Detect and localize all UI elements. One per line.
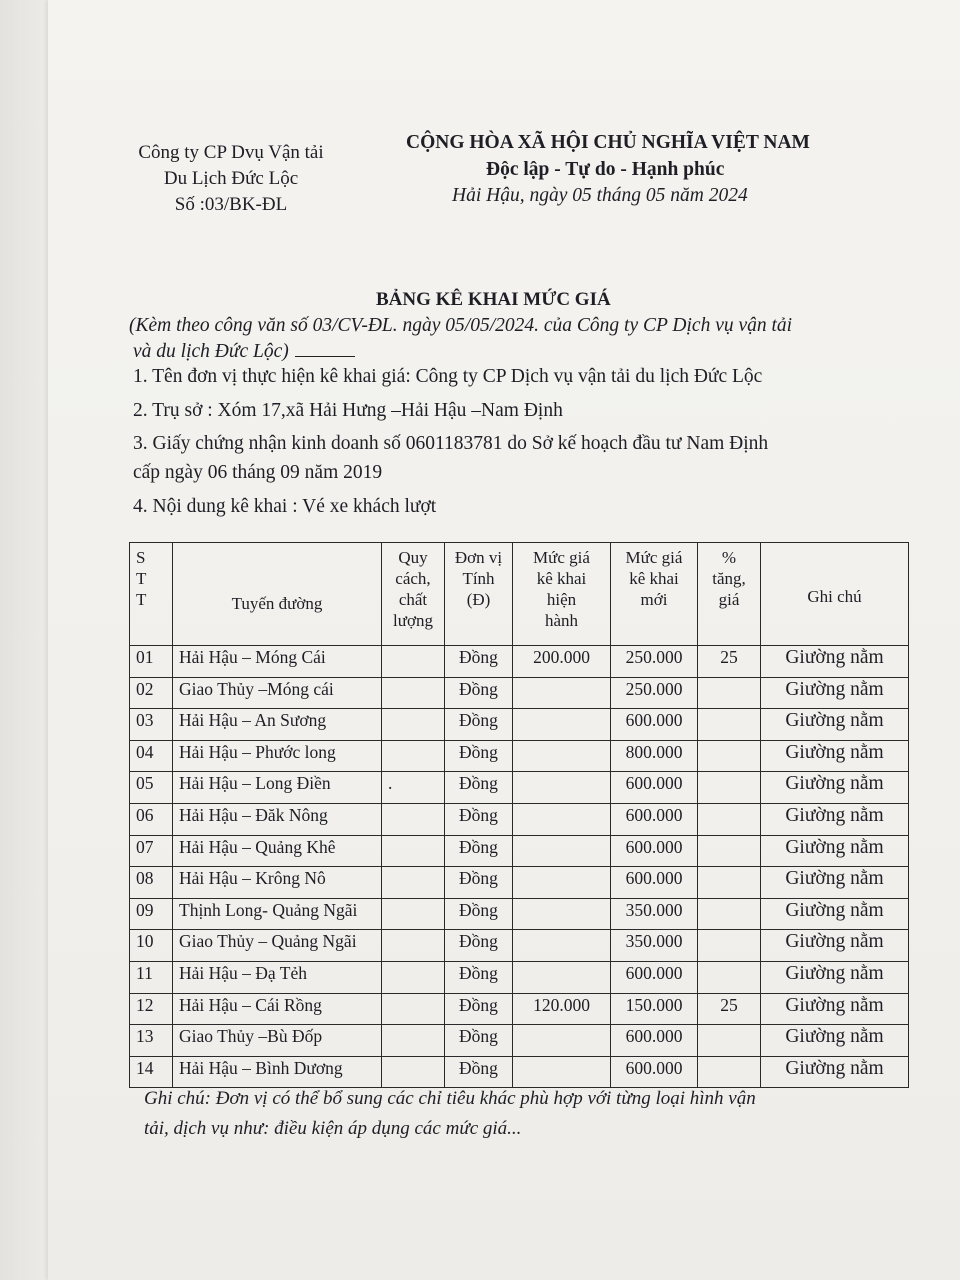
footnote-line2: tải, dịch vụ như: điều kiện áp dụng các mức giá...: [144, 1118, 522, 1139]
company-block: [118, 140, 344, 218]
cell-new-price: 600.000: [611, 961, 698, 993]
cell-old-price: [513, 803, 611, 835]
cell-unit: Đồng: [445, 993, 513, 1025]
cell-new-price: 600.000: [611, 772, 698, 804]
license-line1: 3. Giấy chứng nhận kinh doanh số 0601183781 do Sở kế hoạch đầu tư Nam Định: [133, 433, 769, 454]
cell-note: Giường nằm: [761, 740, 909, 772]
cell-stt: 05: [130, 772, 173, 804]
cell-new-price: 600.000: [611, 1056, 698, 1088]
cell-spec: [382, 930, 445, 962]
cell-spec: [382, 709, 445, 741]
table-row: [130, 930, 909, 962]
cell-percent: [698, 1025, 761, 1057]
cell-new-price: 350.000: [611, 898, 698, 930]
cell-route: Thịnh Long- Quảng Ngãi: [173, 898, 382, 930]
table-row: [130, 1025, 909, 1057]
cell-old-price: [513, 709, 611, 741]
cell-percent: 25: [698, 646, 761, 678]
address-line: 2. Trụ sở : Xóm 17,xã Hải Hưng –Hải Hậu –Nam Định: [133, 400, 563, 421]
cell-route: Hải Hậu – Krông Nô: [173, 867, 382, 899]
cell-unit: Đồng: [445, 709, 513, 741]
table-row: [130, 867, 909, 899]
price-table: [129, 542, 909, 1088]
cell-route: Hải Hậu – Móng Cái: [173, 646, 382, 678]
cell-unit: Đồng: [445, 803, 513, 835]
table-row: [130, 772, 909, 804]
header-new-price: Mức giá kê khai mới: [611, 543, 698, 646]
cell-old-price: [513, 740, 611, 772]
header-route: Tuyến đường: [173, 543, 382, 646]
cell-route: Hải Hậu – Đăk Nông: [173, 803, 382, 835]
cell-spec: [382, 961, 445, 993]
company-name-line1: Công ty CP Dvụ Vận tải: [138, 142, 324, 163]
cell-note: Giường nằm: [761, 1025, 909, 1057]
cell-unit: Đồng: [445, 740, 513, 772]
table-row: [130, 677, 909, 709]
unit-name-line: 1. Tên đơn vị thực hiện kê khai giá: Công ty CP Dịch vụ vận tải du lịch Đức Lộc: [133, 366, 763, 387]
cell-note: Giường nằm: [761, 930, 909, 962]
cell-old-price: [513, 930, 611, 962]
blank-underline: [295, 356, 355, 357]
cell-stt: 10: [130, 930, 173, 962]
cell-spec: [382, 803, 445, 835]
cell-route: Hải Hậu – Quảng Khê: [173, 835, 382, 867]
cell-spec: [382, 867, 445, 899]
cell-note: Giường nằm: [761, 709, 909, 741]
cell-percent: [698, 867, 761, 899]
cell-unit: Đồng: [445, 677, 513, 709]
place-date: Hải Hậu, ngày 05 tháng 05 năm 2024: [452, 185, 748, 206]
cell-route: Hải Hậu – Phước long: [173, 740, 382, 772]
cell-old-price: 200.000: [513, 646, 611, 678]
cell-new-price: 800.000: [611, 740, 698, 772]
cell-unit: Đồng: [445, 1056, 513, 1088]
header-note: Ghi chú: [761, 543, 909, 646]
header-unit: Đơn vị Tính (Đ): [445, 543, 513, 646]
cell-unit: Đồng: [445, 961, 513, 993]
cell-unit: Đồng: [445, 867, 513, 899]
cell-old-price: [513, 1025, 611, 1057]
cell-percent: 25: [698, 993, 761, 1025]
cell-new-price: 600.000: [611, 1025, 698, 1057]
cell-stt: 08: [130, 867, 173, 899]
national-motto: Độc lập - Tự do - Hạnh phúc: [486, 159, 725, 180]
cell-stt: 09: [130, 898, 173, 930]
cell-old-price: [513, 835, 611, 867]
cell-spec: .: [382, 772, 445, 804]
cell-percent: [698, 772, 761, 804]
table-header-row: [130, 543, 909, 646]
license-line2: cấp ngày 06 tháng 09 năm 2019: [133, 462, 383, 483]
table-row: [130, 709, 909, 741]
header-old-price: Mức giá kê khai hiện hành: [513, 543, 611, 646]
cell-unit: Đồng: [445, 646, 513, 678]
cell-unit: Đồng: [445, 930, 513, 962]
cell-spec: [382, 646, 445, 678]
cell-stt: 02: [130, 677, 173, 709]
cell-old-price: [513, 867, 611, 899]
table-row: [130, 835, 909, 867]
cell-new-price: 600.000: [611, 867, 698, 899]
cell-spec: [382, 993, 445, 1025]
cell-spec: [382, 677, 445, 709]
cell-percent: [698, 803, 761, 835]
cell-note: Giường nằm: [761, 1056, 909, 1088]
cell-new-price: 150.000: [611, 993, 698, 1025]
cell-old-price: [513, 898, 611, 930]
cell-percent: [698, 677, 761, 709]
cell-new-price: 600.000: [611, 803, 698, 835]
table-row: [130, 646, 909, 678]
cell-stt: 14: [130, 1056, 173, 1088]
cell-percent: [698, 930, 761, 962]
subtitle-line1: (Kèm theo công văn số 03/CV-ĐL. ngày 05/05/2024. của Công ty CP Dịch vụ vận tải: [129, 315, 793, 336]
cell-note: Giường nằm: [761, 803, 909, 835]
cell-spec: [382, 740, 445, 772]
cell-stt: 13: [130, 1025, 173, 1057]
cell-spec: [382, 898, 445, 930]
cell-note: Giường nằm: [761, 835, 909, 867]
cell-note: Giường nằm: [761, 961, 909, 993]
table-row: [130, 993, 909, 1025]
content-line: 4. Nội dung kê khai : Vé xe khách lượt: [133, 496, 437, 517]
cell-route: Hải Hậu – Bình Dương: [173, 1056, 382, 1088]
cell-route: Hải Hậu – Đạ Tẻh: [173, 961, 382, 993]
cell-stt: 03: [130, 709, 173, 741]
cell-percent: [698, 898, 761, 930]
cell-percent: [698, 835, 761, 867]
subtitle-line2: và du lịch Đức Lộc): [133, 341, 355, 363]
cell-note: Giường nằm: [761, 646, 909, 678]
document-number: Số :03/BK-ĐL: [174, 194, 288, 215]
cell-new-price: 600.000: [611, 709, 698, 741]
cell-stt: 01: [130, 646, 173, 678]
cell-stt: 12: [130, 993, 173, 1025]
nation-title: CỘNG HÒA XÃ HỘI CHỦ NGHĨA VIỆT NAM: [406, 132, 810, 153]
header-stt: S T T: [130, 543, 173, 646]
cell-stt: 06: [130, 803, 173, 835]
cell-route: Giao Thủy – Quảng Ngãi: [173, 930, 382, 962]
cell-note: Giường nằm: [761, 993, 909, 1025]
cell-new-price: 350.000: [611, 930, 698, 962]
table-row: [130, 898, 909, 930]
cell-spec: [382, 835, 445, 867]
cell-unit: Đồng: [445, 835, 513, 867]
cell-note: Giường nằm: [761, 898, 909, 930]
company-name-line2: Du Lịch Đức Lộc: [163, 168, 299, 189]
header-percent: % tăng, giá: [698, 543, 761, 646]
cell-unit: Đồng: [445, 1025, 513, 1057]
cell-percent: [698, 709, 761, 741]
table-row: [130, 803, 909, 835]
cell-percent: [698, 961, 761, 993]
cell-percent: [698, 740, 761, 772]
table-row: [130, 740, 909, 772]
cell-note: Giường nằm: [761, 867, 909, 899]
cell-unit: Đồng: [445, 898, 513, 930]
cell-note: Giường nằm: [761, 772, 909, 804]
cell-route: Giao Thủy –Móng cái: [173, 677, 382, 709]
page-fold-shadow: [0, 0, 48, 1280]
footnote-line1: Ghi chú: Đơn vị có thể bổ sung các chỉ tiêu khác phù hợp với từng loại hình vận: [144, 1088, 756, 1109]
cell-route: Giao Thủy –Bù Đốp: [173, 1025, 382, 1057]
cell-unit: Đồng: [445, 772, 513, 804]
cell-old-price: [513, 772, 611, 804]
cell-spec: [382, 1025, 445, 1057]
cell-route: Hải Hậu – Cái Rồng: [173, 993, 382, 1025]
header-spec: Quy cách, chất lượng: [382, 543, 445, 646]
cell-old-price: [513, 961, 611, 993]
cell-stt: 04: [130, 740, 173, 772]
cell-old-price: 120.000: [513, 993, 611, 1025]
table-row: [130, 961, 909, 993]
cell-route: Hải Hậu – Long Điền: [173, 772, 382, 804]
cell-new-price: 250.000: [611, 646, 698, 678]
cell-route: Hải Hậu – An Sương: [173, 709, 382, 741]
cell-old-price: [513, 677, 611, 709]
cell-note: Giường nằm: [761, 677, 909, 709]
cell-new-price: 600.000: [611, 835, 698, 867]
cell-stt: 11: [130, 961, 173, 993]
document-title: BẢNG KÊ KHAI MỨC GIÁ: [376, 289, 611, 310]
cell-stt: 07: [130, 835, 173, 867]
cell-new-price: 250.000: [611, 677, 698, 709]
